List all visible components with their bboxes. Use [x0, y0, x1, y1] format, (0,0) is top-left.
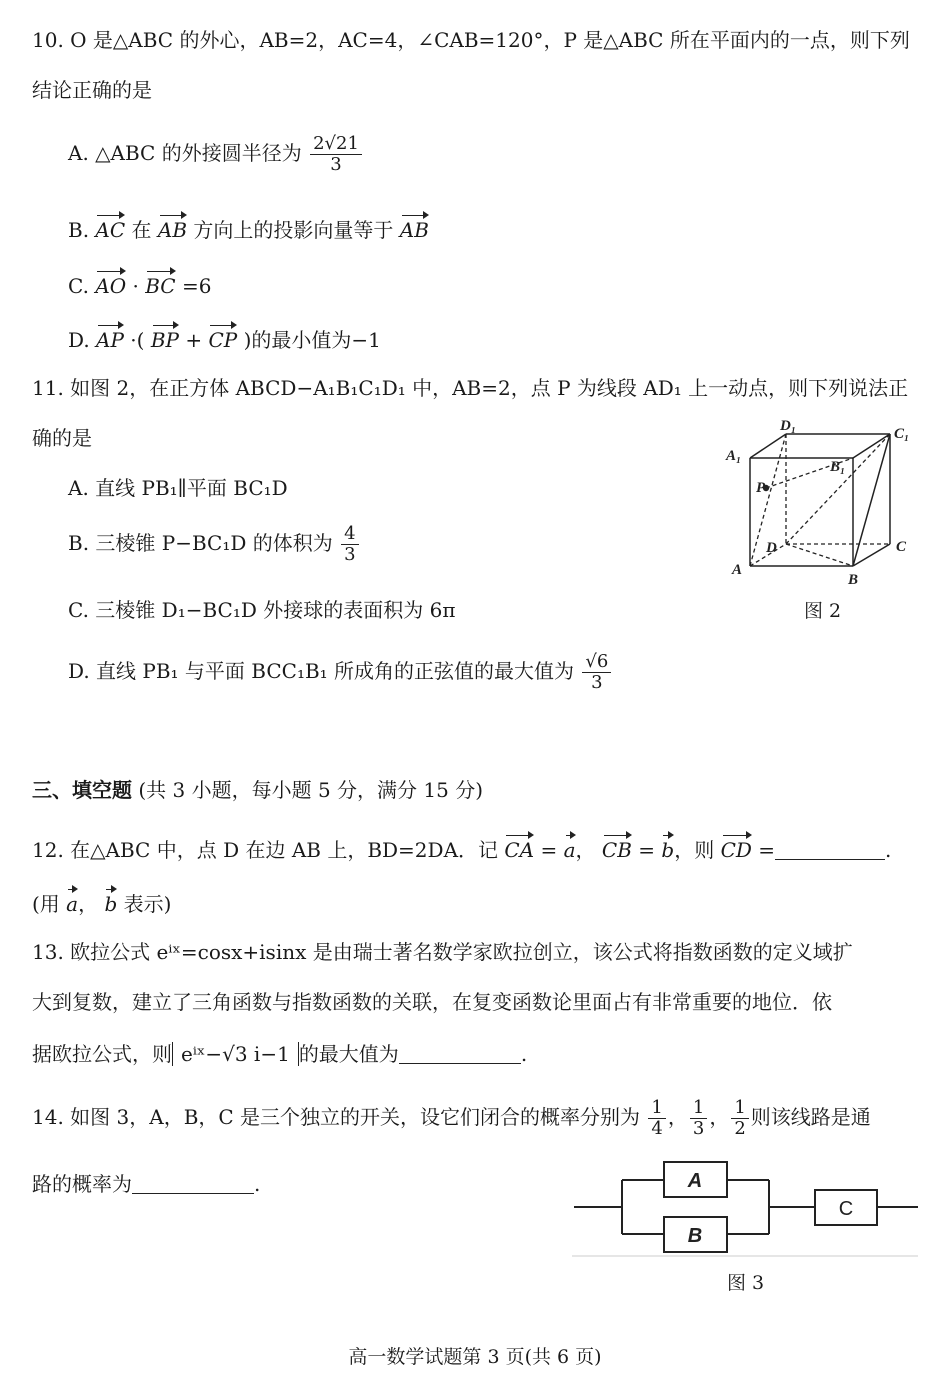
- frac-den: 3: [692, 1117, 705, 1139]
- q11-line2: 确的是: [32, 426, 92, 450]
- frac-den: 2: [734, 1117, 746, 1139]
- q11-option-b-fraction: [341, 524, 358, 565]
- label-switch-b: B: [687, 1225, 703, 1247]
- label-c: C: [896, 539, 907, 555]
- q13-line3: [32, 1042, 527, 1066]
- text: )的最小值为−1: [237, 328, 381, 352]
- label-c1: C₁: [894, 426, 910, 442]
- answer-blank[interactable]: [775, 841, 885, 860]
- section-note: (共 3 小题，每小题 5 分，满分 15 分): [138, 778, 484, 802]
- frac-num: 1: [731, 1098, 748, 1119]
- frac-den: 3: [344, 543, 356, 565]
- q10-option-d: [68, 322, 381, 352]
- label-d: D: [766, 540, 777, 556]
- text: ，: [709, 1104, 730, 1129]
- fraction: [731, 1098, 748, 1139]
- text: 12. 在△ABC 中，点 D 在边 AB 上，BD=2DA．记: [32, 838, 505, 862]
- q11-option-c: C. 三棱锥 D₁−BC₁D 外接球的表面积为 6π: [68, 598, 456, 622]
- label-switch-a: A: [687, 1170, 703, 1192]
- text: .: [885, 838, 892, 862]
- text: 14. 如图 3，A，B，C 是三个独立的开关，设它们闭合的概率分别为: [32, 1104, 641, 1129]
- q13-line1: 13. 欧拉公式 eⁱˣ=cosx+isinx 是由瑞士著名数学家欧拉创立，该公式将指数函数的定义域扩: [32, 940, 853, 964]
- q10-option-a-text: A. △ABC 的外接圆半径为: [68, 140, 302, 165]
- vector: a: [66, 886, 78, 916]
- cube-figure: [720, 418, 925, 590]
- q13-line2: 大到复数，建立了三角函数与指数函数的关联，在复变函数论里面占有非常重要的地位．依: [32, 990, 832, 1014]
- frac-num: 1: [690, 1098, 707, 1119]
- q11-option-d-text: D. 直线 PB₁ 与平面 BCC₁B₁ 所成角的正弦值的最大值为: [68, 658, 575, 683]
- circuit-figure: [572, 1154, 920, 1258]
- vector: CA: [504, 832, 534, 862]
- vector: AP: [96, 322, 124, 352]
- vector: CP: [208, 322, 237, 352]
- text: (用: [32, 892, 67, 916]
- vector: b: [104, 886, 117, 916]
- q12-line2: [32, 886, 171, 916]
- label-p: P: [756, 480, 766, 496]
- text: ，: [575, 838, 602, 862]
- fraction: [648, 1098, 665, 1139]
- fraction: [690, 1098, 707, 1139]
- hidden-db: [786, 544, 853, 566]
- abs-expression: eⁱˣ−√3 i−1: [172, 1042, 299, 1066]
- frac-den: 3: [330, 153, 342, 175]
- text: =: [751, 838, 776, 862]
- option-label: D.: [68, 328, 97, 352]
- text: 路的概率为: [32, 1172, 132, 1196]
- vector: CD: [721, 832, 752, 862]
- text: 则该线路是通: [750, 1104, 871, 1129]
- vector: AC: [95, 212, 125, 242]
- label-b: B: [848, 572, 859, 588]
- text: ·(: [123, 328, 151, 352]
- text: 表示): [117, 892, 172, 916]
- q10-line1: 10. O 是△ABC 的外心，AB=2，AC=4，∠CAB=120°，P 是△ABC 所在平面内的一点，则下列: [32, 28, 910, 52]
- q10-option-a-fraction: [310, 134, 362, 175]
- section-title: 三、填空题: [32, 778, 132, 802]
- q11-line1: 11. 如图 2，在正方体 ABCD−A₁B₁C₁D₁ 中，AB=2，点 P 为线段 AD₁ 上一动点，则下列说法正: [32, 376, 909, 400]
- q14-line1: [32, 1098, 871, 1139]
- vector: AB: [400, 212, 429, 242]
- label-switch-c: C: [838, 1198, 854, 1220]
- text: 据欧拉公式，则: [32, 1042, 172, 1066]
- text: .: [520, 1042, 528, 1066]
- label-d1: D₁: [780, 418, 797, 434]
- q11-option-a: A. 直线 PB₁∥平面 BC₁D: [68, 476, 288, 500]
- label-b1: B₁: [830, 459, 846, 475]
- option-label: C.: [68, 274, 96, 298]
- label-a1: A₁: [726, 448, 742, 464]
- vector: AO: [95, 268, 126, 298]
- vector: BP: [151, 322, 179, 352]
- option-label: B.: [68, 218, 96, 242]
- frac-den: 4: [651, 1117, 663, 1139]
- frac-den: 3: [591, 671, 603, 693]
- frac-num: 1: [648, 1098, 665, 1119]
- frac-num: √6: [582, 652, 611, 673]
- answer-blank[interactable]: [132, 1175, 254, 1194]
- vector: a: [564, 832, 576, 862]
- answer-blank[interactable]: [399, 1045, 521, 1064]
- vector: AB: [158, 212, 187, 242]
- text: =: [534, 838, 564, 862]
- text: 在: [125, 218, 158, 242]
- q11-option-b-text: B. 三棱锥 P−BC₁D 的体积为: [68, 530, 333, 555]
- q14-line2: [32, 1172, 260, 1196]
- frac-num: 4: [341, 524, 358, 545]
- figure-3-caption: 图 3: [727, 1272, 765, 1294]
- q11-option-b: [68, 524, 361, 565]
- q12-line1: [32, 832, 891, 862]
- q10-option-c: [68, 268, 211, 298]
- vector: BC: [145, 268, 175, 298]
- text: .: [254, 1172, 261, 1196]
- text: ，: [78, 892, 105, 916]
- text: =: [631, 838, 662, 862]
- text: ·: [126, 274, 146, 298]
- text: ，: [667, 1104, 688, 1129]
- vector: CB: [602, 832, 632, 862]
- label-a: A: [732, 562, 743, 578]
- text: ，则: [674, 838, 721, 862]
- page-footer: 高一数学试题第 3 页(共 6 页): [348, 1346, 602, 1368]
- text: 方向上的投影向量等于: [187, 218, 400, 242]
- section-3-heading: [32, 778, 483, 802]
- q11-option-d: [68, 652, 613, 693]
- q10-option-b: [68, 212, 429, 242]
- frac-num: 2√21: [310, 134, 362, 155]
- q10-option-a: [68, 134, 364, 175]
- q11-option-d-fraction: [582, 652, 611, 693]
- text: 的最大值为: [298, 1042, 399, 1066]
- q10-line2: 结论正确的是: [32, 78, 152, 102]
- vector: b: [661, 832, 674, 862]
- text: +: [178, 328, 209, 352]
- figure-2-caption: 图 2: [804, 600, 842, 622]
- text: =6: [175, 274, 212, 298]
